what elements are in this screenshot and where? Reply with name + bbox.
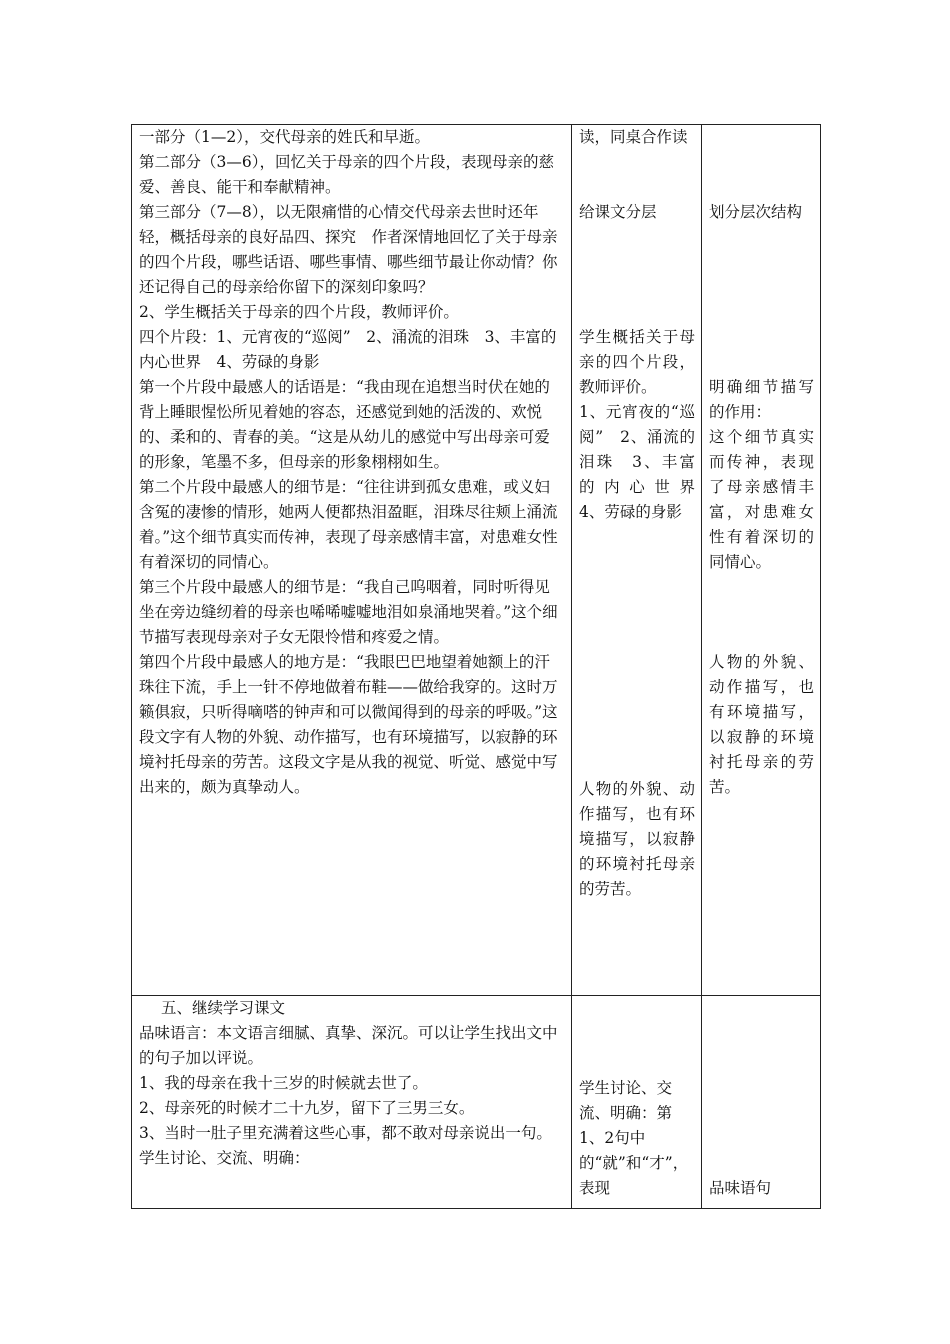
design-intent-text: 品味语句 [709,1179,772,1197]
content-paragraph: 第三部分（7—8），以无限痛惜的心情交代母亲去世时还年轻，概括母亲的良好品四、探究 作者深情地回忆了关于母亲的四个片段，哪些话语、哪些事情、哪些细节最让你动情？你还记得自己的母亲给你留下的深刻印象吗？ [139,203,558,296]
student-activity-text: 1、元宵夜的“巡阅” 2、涌流的泪珠 3、丰富的内心世界 4、劳碌的身影 [579,403,711,521]
student-activity-text: 学生讨论、交流、明确：第1、2句中的“就”和“才”，表现 [579,1079,689,1197]
design-intent-text: 人物的外貌、动作描写，也有环境描写，以寂静的环境衬托母亲的劳苦。 [709,653,814,796]
content-paragraph: 学生讨论、交流、明确： [139,1149,310,1167]
student-activity-text: 读，同桌合作读 [579,128,688,146]
design-intent-cell [702,996,821,1209]
content-paragraph: 2、学生概括关于母亲的四个片段，教师评价。 [139,303,459,321]
content-paragraph: 一部分（1—2），交代母亲的姓氏和早逝。 [139,128,430,146]
content-paragraph: 第一个片段中最感人的话语是：“我由现在追想当时伏在她的背上睡眼惺忪所见着她的容态，还感觉到她的活泼的、欢悦的、柔和的、青春的美。“这是从幼儿的感觉中写出母亲可爱的形象，笔墨不多，但母亲的形象栩栩如生。 [139,378,550,471]
student-activity-text: 给课文分层 [579,203,657,221]
content-paragraph: 第四个片段中最感人的地方是：“我眼巴巴地望着她额上的汗珠往下流，手上一针不停地做着布鞋——做给我穿的。这时万籁俱寂，只听得嘀嗒的钟声和可以微闻得到的母亲的呼吸。”这段文字有人物的外貌、动作描写，也有环境描写，以寂静的环境衬托母亲的劳苦。这段文字是从我的视觉、听觉、感觉中写出来的，颇为真挚动人。 [139,653,558,796]
content-paragraph: 品味语言：本文语言细腻、真挚、深沉。可以让学生找出文中的句子加以评说。 [139,1024,558,1067]
student-activity-text: 人物的外貌、动作描写，也有环境描写，以寂静的环境衬托母亲的劳苦。 [579,780,695,898]
design-intent-text: 这个细节真实而传神，表现了母亲感情丰富，对患难女性有着深切的同情心。 [709,428,814,571]
table-row [132,996,821,1209]
design-intent-cell [702,125,821,996]
student-activity-cell [572,996,702,1209]
table-row [132,125,821,996]
teaching-content-cell [132,996,572,1209]
content-paragraph: 3、当时一肚子里充满着这些心事，都不敢对母亲说出一句。 [139,1124,552,1142]
design-intent-text: 明确细节描写的作用： [709,378,814,421]
content-paragraph: 2、母亲死的时候才二十九岁，留下了三男三女。 [139,1099,475,1117]
content-paragraph: 第二个片段中最感人的细节是：“往往讲到孤女患难，或义妇含冤的凄惨的情形，她两人便都热泪盈眶，泪珠尽往颊上涌流着。”这个细节真实而传神，表现了母亲感情丰富，对患难女性有着深切的同情心。 [139,478,558,571]
content-paragraph: 第二部分（3—6），回忆关于母亲的四个片段，表现母亲的慈爱、善良、能干和奉献精神。 [139,153,554,196]
section-heading: 五、继续学习课文 [161,999,286,1017]
student-activity-text: 学生概括关于母亲的四个片段，教师评价。 [579,328,695,396]
teaching-content-cell [132,125,572,996]
lesson-plan-table [131,124,821,1209]
design-intent-text: 划分层次结构 [709,203,803,221]
content-paragraph: 第三个片段中最感人的细节是：“我自己呜咽着，同时听得见坐在旁边缝纫着的母亲也唏唏嘘嘘地泪如泉涌地哭着。”这个细节描写表现母亲对子女无限怜惜和疼爱之情。 [139,578,558,646]
content-paragraph: 四个片段：1、元宵夜的“巡阅” 2、涌流的泪珠 3、丰富的内心世界 4、劳碌的身影 [139,328,557,371]
content-paragraph: 1、我的母亲在我十三岁的时候就去世了。 [139,1074,428,1092]
student-activity-cell [572,125,711,996]
